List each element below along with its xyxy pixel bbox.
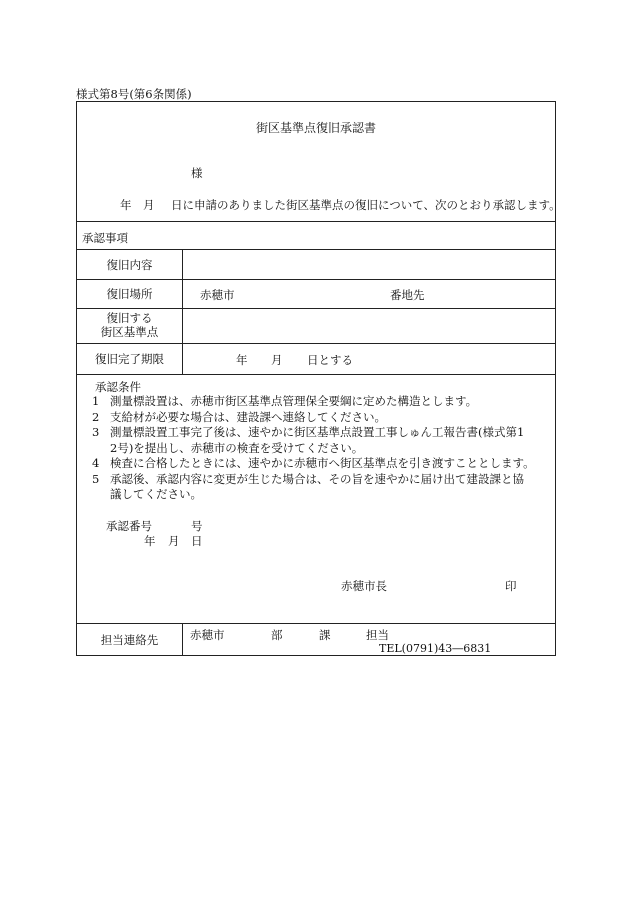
approval-year: 年 (144, 534, 156, 548)
condition-number: 4 (92, 456, 100, 470)
divider (77, 279, 555, 280)
divider (77, 308, 555, 309)
condition-item (92, 425, 552, 456)
approval-day: 日 (191, 534, 203, 548)
condition-item (92, 456, 552, 472)
seal-mark: 印 (505, 579, 517, 593)
divider (77, 221, 555, 222)
contact-section: 課 (319, 628, 331, 642)
approval-number-suffix: 号 (191, 519, 203, 533)
condition-continuation: 2号)を提出し、赤穂市の検査を受けてください。 (110, 440, 364, 455)
condition-item (92, 410, 552, 426)
condition-number: 3 (92, 425, 100, 439)
points-label-line2: 街区基準点 (100, 325, 159, 339)
condition-item (92, 394, 552, 410)
intro-text: 日に申請のありました街区基準点の復旧について、次のとおり承認します。 (171, 198, 561, 212)
approval-form (76, 101, 561, 656)
divider (77, 374, 555, 375)
condition-continuation: 議してください。 (110, 487, 202, 501)
contact-person: 担当 (366, 628, 389, 642)
divider (77, 343, 555, 344)
column-divider (182, 249, 183, 374)
contact-dept: 部 (271, 628, 283, 642)
intro-year: 年 (120, 198, 132, 212)
condition-number: 1 (92, 394, 100, 408)
contact-city: 赤穂市 (190, 628, 225, 642)
form-number: 様式第8号(第6条関係) (76, 87, 192, 101)
condition-text: 承認後、承認内容に変更が生じた場合は、その旨を速やかに届け出て建設課と協 (110, 471, 524, 486)
place-suffix: 番地先 (390, 288, 425, 302)
condition-text: 検査に合格したときには、速やかに赤穂市へ街区基準点を引き渡すこととします。 (110, 456, 535, 470)
approval-number-label: 承認番号 (106, 519, 152, 533)
section-header: 承認事項 (82, 231, 128, 245)
deadline-month: 月 (271, 353, 283, 367)
condition-text: 測量標設置工事完了後は、速やかに街区基準点設置工事しゅん工報告書(様式第1 (110, 425, 525, 439)
divider (77, 623, 555, 624)
deadline-label: 復旧完了期限 (95, 352, 164, 366)
place-city: 赤穂市 (200, 288, 235, 302)
contact-label: 担当連絡先 (100, 633, 159, 647)
approval-month: 月 (168, 534, 180, 548)
addressee-suffix: 様 (191, 166, 203, 180)
condition-number: 5 (92, 471, 100, 486)
conditions-title: 承認条件 (95, 380, 141, 394)
deadline-year: 年 (236, 353, 248, 367)
place-label: 復旧場所 (106, 287, 153, 301)
intro-month: 月 (143, 198, 155, 212)
condition-number: 2 (92, 409, 100, 424)
condition-text: 測量標設置は、赤穂市街区基準点管理保全要綱に定めた構造とします。 (110, 394, 478, 408)
form-title: 街区基準点復旧承認書 (255, 121, 376, 135)
condition-text: 支給材が必要な場合は、建設課へ連絡してください。 (110, 409, 386, 424)
contact-tel: TEL(0791)43―6831 (379, 642, 492, 655)
points-label-line1: 復旧する (106, 311, 153, 325)
divider (77, 249, 555, 250)
content-label: 復旧内容 (106, 258, 153, 272)
deadline-suffix: 日とする (307, 353, 353, 367)
column-divider (182, 623, 183, 656)
condition-list (92, 394, 552, 503)
condition-item (92, 472, 552, 503)
mayor-signature: 赤穂市長 (341, 579, 387, 593)
